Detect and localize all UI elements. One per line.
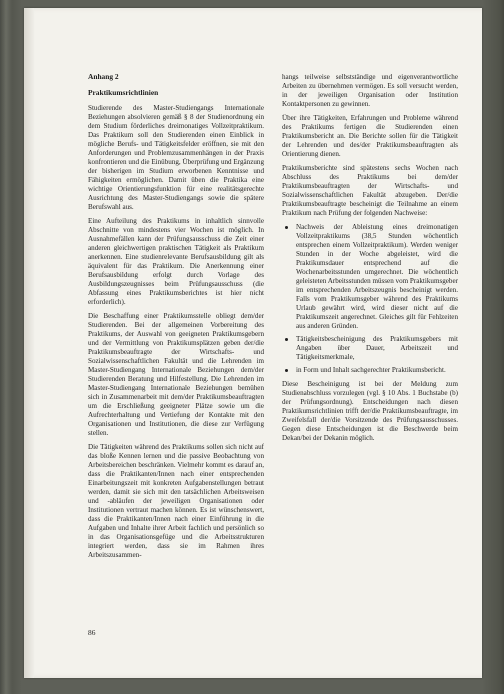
book-page <box>24 8 482 678</box>
list-item <box>282 366 458 375</box>
section-title: Praktikumsrichtlinien <box>88 88 159 97</box>
bullet-icon <box>285 226 288 229</box>
paragraph-submission: Praktikumsberichte sind spätestens sechs Wochen nach Abschluss des Praktikums bei dem/der Praktikumsbeauftragten der Wirtschafts- und Sozialwissenschaftlichen Fakultät abzugeben. Der/die Praktikumsbeauftragte bescheinigt die Teilnahme an einem Praktikum nach Prüfung der folgenden Nachweise: <box>282 164 458 217</box>
paragraph-procurement: Die Beschaffung einer Praktikumsstelle obliegt dem/der Studierenden. Bei der allgemeinen Vorbereitung des Praktikums, der Auswahl von geeigneten Praktikumsgebern und der Vermittlung von Praktikumsplätzen geben der/die Praktikumsbeauftragte der Wirtschafts- und Sozialwissenschaftlichen Fakultät und die Lehrenden im Master-Studiengang Internationale Beziehungen dem/der Studierenden Beratung und Hilfestellung. Die Lehrenden im Master-Studiengang Internationale Beziehungen bemühen sich in Zusammenarbeit mit dem/der Praktikumsbeauftragten um die Erschließung geeigneter Plätze sowie um die Aufrechterhaltung und Vertiefung der Kontakte mit den Organisationen und Institutionen, die diese zur Verfügung stellen. <box>88 312 264 437</box>
paragraph-activities: Die Tätigkeiten während des Praktikums sollen sich nicht auf das bloße Kennen lernen und die passive Beobachtung von Arbeitsbereichen beschränken. Vielmehr kommt es darauf an, dass die Praktikanten/Innen nach einer entsprechenden Einarbeitungszeit mit konkreten Aufgabenstellungen betraut werden, damit sie sich mit den tatsächlichen Arbeitsweisen und -abläufen der jeweiligen Organisationen oder Institutionen vertraut machen können. Es ist wünschenswert, dass die Praktikanten/Innen nach einer Einführung in die Aufgaben und Inhalte ihrer Arbeit fachlich und persönlich so in das Organisationsgefüge und die Arbeitsstrukturen integriert werden, dass sie im Rahmen ihres Arbeitszusammen- <box>88 443 264 559</box>
bullet-icon <box>285 338 288 341</box>
requirements-list <box>282 223 458 375</box>
right-column <box>282 73 458 448</box>
bullet-icon <box>285 369 288 372</box>
appendix-label: Anhang 2 <box>88 72 119 81</box>
page-binding-shadow <box>24 8 34 678</box>
list-item <box>282 223 458 331</box>
paragraph-report: Über ihre Tätigkeiten, Erfahrungen und Probleme während des Praktikums fertigen die Studierenden einen Praktikumsbericht an. Die Berichte sollen für die Tätigkeit der Lehrenden und des/der Praktikumsbeauftragten als Orientierung dienen. <box>282 114 458 158</box>
paragraph-continuation: hangs teilweise selbstständige und eigenverantwortliche Arbeiten zu übernehmen vermögen. Es soll versucht werden, in der jeweiligen Organisation oder Institution Kontaktpersonen zu gewinnen. <box>282 73 458 108</box>
paragraph-certificate: Diese Bescheinigung ist bei der Meldung zum Studienabschluss vorzulegen (vgl. § 10 Abs. 1 Buchstabe (b) der Prüfungsordnung). Entscheidungen nach diesen Praktikumsrichtlinien trifft der/die Praktikumsbeauftragte, im Zweifelsfall der/die Vorsitzende des Prüfungsausschusses. Gegen diese Entscheidungen ist die Beschwerde beim Dekan/bei der Dekanin möglich. <box>282 380 458 442</box>
paragraph-division: Eine Aufteilung des Praktikums in inhaltlich sinnvolle Abschnitte von mindestens vier Wochen ist möglich. In Ausnahmefällen kann der Prüfungsausschuss die Zeit einer anderen gleichwertigen praktischen Tätigkeit als Praktikum anerkennen. Eine studienrelevante Berufsausbildung gilt als äquivalent für das Praktikum. Die Anerkennung einer Berufsausbildung erfolgt durch Vorlage des Ausbildungszeugnisses beim Prüfungsausschuss (die Abfassung eines Praktikumsberichtes ist hier nicht erforderlich). <box>88 217 264 306</box>
page-number: 86 <box>88 628 96 637</box>
list-item <box>282 335 458 362</box>
paragraph-purpose: Studierende des Master-Studiengangs Internationale Beziehungen absolvieren gemäß § 8 der Studienordnung ein dem Studium förderliches dreimonatiges Vollzeitpraktikum. Das Praktikum soll den Studierenden einen Einblick in mögliche Berufs- und Tätigkeitsfelder eröffnen, sie mit den Anforderungen und Problemzusammenhängen in der Praxis konfrontieren und die Einübung, Überprüfung und Ergänzung der bisherigen im Studium erworbenen Kenntnisse und Fähigkeiten ermöglichen. Damit üben die Praktika eine wichtige Orientierungsfunktion für eine realitätsgerechte Ausrichtung des Master-Studiengangs sowie die spätere Berufswahl aus. <box>88 104 264 211</box>
left-column <box>88 72 264 565</box>
list-item-text: Tätigkeitsbescheinigung des Praktikumsgebers mit Angaben über Dauer, Arbeitszeit und Tätigkeitsmerkmale, <box>296 335 458 361</box>
list-item-text: in Form und Inhalt sachgerechter Praktikumsbericht. <box>296 366 446 374</box>
list-item-text: Nachweis der Ableistung eines dreimonatigen Vollzeitpraktikums (38,5 Stunden wöchentlich entsprechen einem Vollzeitpraktikum). Werden weniger Stunden in der Woche abgeleistet, wird die Praktikumsdauer entsprechend auf die Wochenarbeitsstunden umgerechnet. Die wöchentlich geleisteten Arbeitsstunden müssen vom Praktikumsgeber im entsprechenden Arbeitszeugnis bescheinigt werden. Falls vom Praktikumsgeber während des Praktikums Urlaub gewährt wird, wird dieser nicht auf die Praktikumszeit angerechnet. Gleiches gilt für Fehlzeiten aus anderen Gründen. <box>296 223 458 330</box>
